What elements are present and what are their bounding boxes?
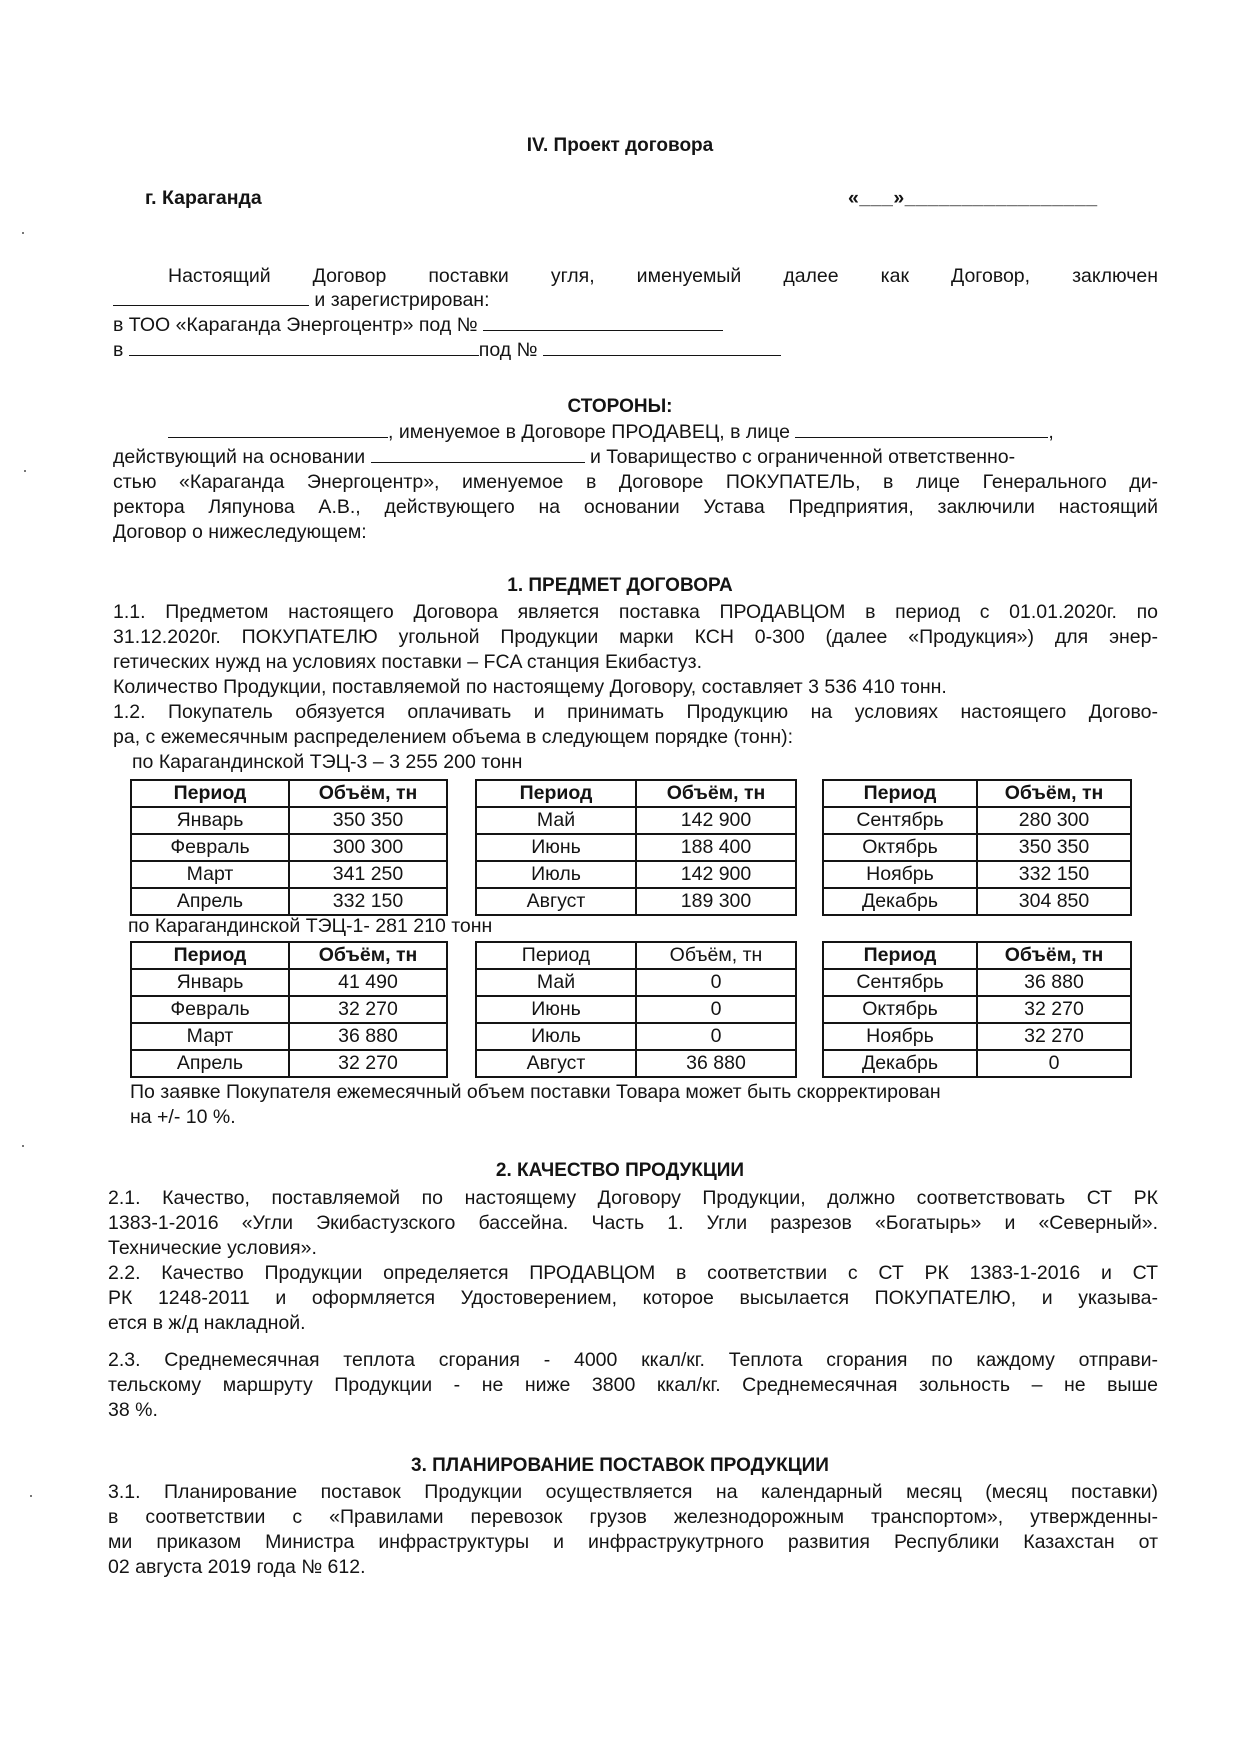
volume-cell: 350 350	[289, 807, 447, 834]
parties-line-4: ректора Ляпунова А.В., действующего на основании Устава Предприятия, заключили настоящий	[113, 496, 1158, 518]
table-row	[823, 1023, 1131, 1050]
scan-speck	[24, 470, 26, 472]
preamble-line-3	[113, 313, 1158, 337]
month-cell: Июль	[476, 861, 636, 888]
volume-cell: 32 270	[977, 996, 1131, 1023]
blank-field	[795, 420, 1048, 438]
table-row	[476, 861, 796, 888]
volume-cell: 36 880	[977, 969, 1131, 996]
period-header: Период	[823, 942, 977, 969]
table-row	[476, 834, 796, 861]
table-row	[823, 861, 1131, 888]
section-2-line: 38 %.	[108, 1399, 158, 1421]
section-2-line: Технические условия».	[108, 1237, 317, 1259]
parties-line-1-end: ,	[1048, 421, 1054, 443]
preamble-line-4-text: под №	[478, 339, 538, 361]
volume-cell: 350 350	[977, 834, 1131, 861]
section-2-line: 2.3. Среднемесячная теплота сгорания - 4000 ккал/кг. Теплота сгорания по каждому отправи-	[108, 1349, 1158, 1371]
table-row	[131, 834, 447, 861]
scan-speck	[22, 1145, 24, 1147]
preamble-line-3-text: в ТОО «Караганда Энергоцентр» под №	[113, 314, 478, 336]
scan-speck	[30, 1495, 32, 1497]
blank-field	[543, 338, 781, 356]
volume-cell: 41 490	[289, 969, 447, 996]
volume-cell: 332 150	[289, 888, 447, 915]
volume-cell: 189 300	[636, 888, 796, 915]
month-cell: Июль	[476, 1023, 636, 1050]
volume-cell: 142 900	[636, 861, 796, 888]
volume-cell: 32 270	[289, 996, 447, 1023]
section-2-line: тельскому маршруту Продукции - не ниже 3800 ккал/кг. Среднемесячная зольность – не выше	[108, 1374, 1158, 1396]
month-cell: Март	[131, 1023, 289, 1050]
month-cell: Декабрь	[823, 1050, 977, 1077]
adjustment-note: По заявке Покупателя ежемесячный объем поставки Товара может быть скорректирован	[130, 1081, 941, 1103]
blank-field	[371, 445, 585, 463]
section-1-heading: 1. ПРЕДМЕТ ДОГОВОРА	[507, 575, 733, 596]
tec1-label: по Карагандинской ТЭЦ-1- 281 210 тонн	[128, 915, 493, 937]
volume-cell: 304 850	[977, 888, 1131, 915]
month-cell: Август	[476, 888, 636, 915]
section-1-line: гетических нужд на условиях поставки – FCA станция Екибастуз.	[113, 651, 702, 673]
table-row	[476, 1050, 796, 1077]
month-cell: Ноябрь	[823, 1023, 977, 1050]
table-row	[823, 834, 1131, 861]
month-cell: Май	[476, 807, 636, 834]
section-2-heading: 2. КАЧЕСТВО ПРОДУКЦИИ	[495, 1160, 745, 1181]
section-1-line: 31.12.2020г. ПОКУПАТЕЛЮ угольной Продукции марки КСН 0-300 (далее «Продукция») для энер-	[113, 626, 1158, 648]
period-header: Период	[823, 780, 977, 807]
table-header-row	[131, 942, 447, 969]
blank-field	[168, 420, 388, 438]
tec1-volume-table	[130, 941, 448, 1078]
tec1-volume-table	[822, 941, 1132, 1078]
volume-cell: 188 400	[636, 834, 796, 861]
date-placeholder: «___»_________________	[848, 187, 1098, 209]
table-row	[476, 888, 796, 915]
table-header-row	[131, 780, 447, 807]
month-cell: Июнь	[476, 834, 636, 861]
section-2-line: ется в ж/д накладной.	[108, 1312, 306, 1334]
month-cell: Апрель	[131, 1050, 289, 1077]
table-row	[823, 969, 1131, 996]
table-header-row	[823, 942, 1131, 969]
month-cell: Апрель	[131, 888, 289, 915]
tec3-label: по Карагандинской ТЭЦ-3 – 3 255 200 тонн	[132, 751, 523, 773]
city-label: г. Караганда	[145, 187, 262, 209]
blank-field	[113, 288, 309, 306]
table-row	[131, 861, 447, 888]
blank-field	[129, 338, 479, 356]
section-3-line: в соответствии с «Правилами перевозок грузов железнодорожным транспортом», утвержденны-	[108, 1506, 1158, 1528]
period-header: Период	[131, 942, 289, 969]
volume-cell: 0	[636, 996, 796, 1023]
volume-header: Объём, тн	[289, 942, 447, 969]
adjustment-note: на +/- 10 %.	[130, 1106, 236, 1128]
volume-cell: 0	[636, 1023, 796, 1050]
volume-cell: 341 250	[289, 861, 447, 888]
month-cell: Март	[131, 861, 289, 888]
tec3-volume-table	[475, 779, 797, 916]
table-row	[476, 996, 796, 1023]
preamble-line-4	[113, 338, 1158, 362]
table-row	[476, 807, 796, 834]
table-header-row	[476, 780, 796, 807]
tec1-volume-table	[475, 941, 797, 1078]
volume-cell: 280 300	[977, 807, 1131, 834]
section-3-line: ми приказом Министра инфраструктуры и инфраструкутрного развития Республики Казахстан от	[108, 1531, 1158, 1553]
table-row	[476, 1023, 796, 1050]
preamble-line-4-prefix: в	[113, 339, 124, 361]
table-header-row	[823, 780, 1131, 807]
month-cell: Октябрь	[823, 834, 977, 861]
month-cell: Июнь	[476, 996, 636, 1023]
month-cell: Декабрь	[823, 888, 977, 915]
document-title: IV. Проект договора	[526, 135, 714, 156]
tec3-volume-table	[130, 779, 448, 916]
section-2-line: 1383-1-2016 «Угли Экибастузского бассейна. Часть 1. Угли разрезов «Богатырь» и «Северный».	[108, 1212, 1158, 1234]
table-row	[131, 996, 447, 1023]
volume-cell: 36 880	[289, 1023, 447, 1050]
volume-cell: 332 150	[977, 861, 1131, 888]
table-row	[131, 1023, 447, 1050]
parties-line-2	[113, 445, 1158, 469]
table-header-row	[476, 942, 796, 969]
month-cell: Январь	[131, 969, 289, 996]
volume-header: Объём, тн	[977, 780, 1131, 807]
section-3-line: 3.1. Планирование поставок Продукции осуществляется на календарный месяц (месяц поставки)	[108, 1481, 1158, 1503]
table-row	[823, 1050, 1131, 1077]
parties-heading: СТОРОНЫ:	[567, 396, 673, 417]
table-row	[476, 969, 796, 996]
parties-line-1	[168, 420, 1213, 444]
table-row	[823, 807, 1131, 834]
volume-cell: 36 880	[636, 1050, 796, 1077]
period-header: Период	[476, 780, 636, 807]
month-cell: Сентябрь	[823, 807, 977, 834]
parties-line-3: стью «Караганда Энергоцентр», именуемое в Договоре ПОКУПАТЕЛЬ, в лице Генерального ди-	[113, 471, 1158, 493]
month-cell: Ноябрь	[823, 861, 977, 888]
volume-cell: 300 300	[289, 834, 447, 861]
volume-cell: 0	[977, 1050, 1131, 1077]
volume-cell: 0	[636, 969, 796, 996]
section-2-line: 2.1. Качество, поставляемой по настоящему Договору Продукции, должно соответствовать СТ РК	[108, 1187, 1158, 1209]
month-cell: Май	[476, 969, 636, 996]
section-3-heading: 3. ПЛАНИРОВАНИЕ ПОСТАВОК ПРОДУКЦИИ	[411, 1455, 829, 1476]
month-cell: Февраль	[131, 996, 289, 1023]
parties-line-1-text: , именуемое в Договоре ПРОДАВЕЦ, в лице	[388, 421, 790, 443]
parties-line-2-end: и Товарищество с ограниченной ответственно-	[589, 446, 1016, 468]
table-row	[131, 1050, 447, 1077]
month-cell: Октябрь	[823, 996, 977, 1023]
section-1-line: ра, с ежемесячным распределением объема в следующем порядке (тонн):	[113, 726, 794, 748]
section-1-line: Количество Продукции, поставляемой по настоящему Договору, составляет 3 536 410 тонн.	[113, 676, 947, 698]
month-cell: Январь	[131, 807, 289, 834]
volume-header: Объём, тн	[977, 942, 1131, 969]
section-2-line: РК 1248-2011 и оформляется Удостоверением, которое высылается ПОКУПАТЕЛЮ, и указыва-	[108, 1287, 1158, 1309]
table-row	[131, 888, 447, 915]
parties-line-2-text: действующий на основании	[113, 446, 366, 468]
period-header: Период	[476, 942, 636, 969]
month-cell: Август	[476, 1050, 636, 1077]
volume-cell: 32 270	[977, 1023, 1131, 1050]
section-1-line: 1.1. Предметом настоящего Договора является поставка ПРОДАВЦОМ в период с 01.01.2020г. по	[113, 601, 1158, 623]
preamble-line-2	[113, 288, 1158, 312]
table-row	[823, 888, 1131, 915]
period-header: Период	[131, 780, 289, 807]
volume-cell: 142 900	[636, 807, 796, 834]
volume-header: Объём, тн	[636, 780, 796, 807]
tec3-volume-table	[822, 779, 1132, 916]
section-1-line: 1.2. Покупатель обязуется оплачивать и принимать Продукцию на условиях настоящего Догово-	[113, 701, 1158, 723]
scan-speck	[22, 232, 24, 234]
section-3-line: 02 августа 2019 года № 612.	[108, 1556, 366, 1578]
table-row	[131, 807, 447, 834]
blank-field	[483, 313, 723, 331]
volume-cell: 32 270	[289, 1050, 447, 1077]
month-cell: Февраль	[131, 834, 289, 861]
table-row	[823, 996, 1131, 1023]
volume-header: Объём, тн	[289, 780, 447, 807]
month-cell: Сентябрь	[823, 969, 977, 996]
parties-line-5: Договор о нижеследующем:	[113, 521, 367, 543]
section-2-line: 2.2. Качество Продукции определяется ПРОДАВЦОМ в соответствии с СТ РК 1383-1-2016 и СТ	[108, 1262, 1158, 1284]
volume-header: Объём, тн	[636, 942, 796, 969]
preamble-line-2-text: и зарегистрирован:	[314, 289, 490, 311]
preamble-line-1: Настоящий Договор поставки угля, именуемый далее как Договор, заключен	[168, 265, 1158, 287]
table-row	[131, 969, 447, 996]
